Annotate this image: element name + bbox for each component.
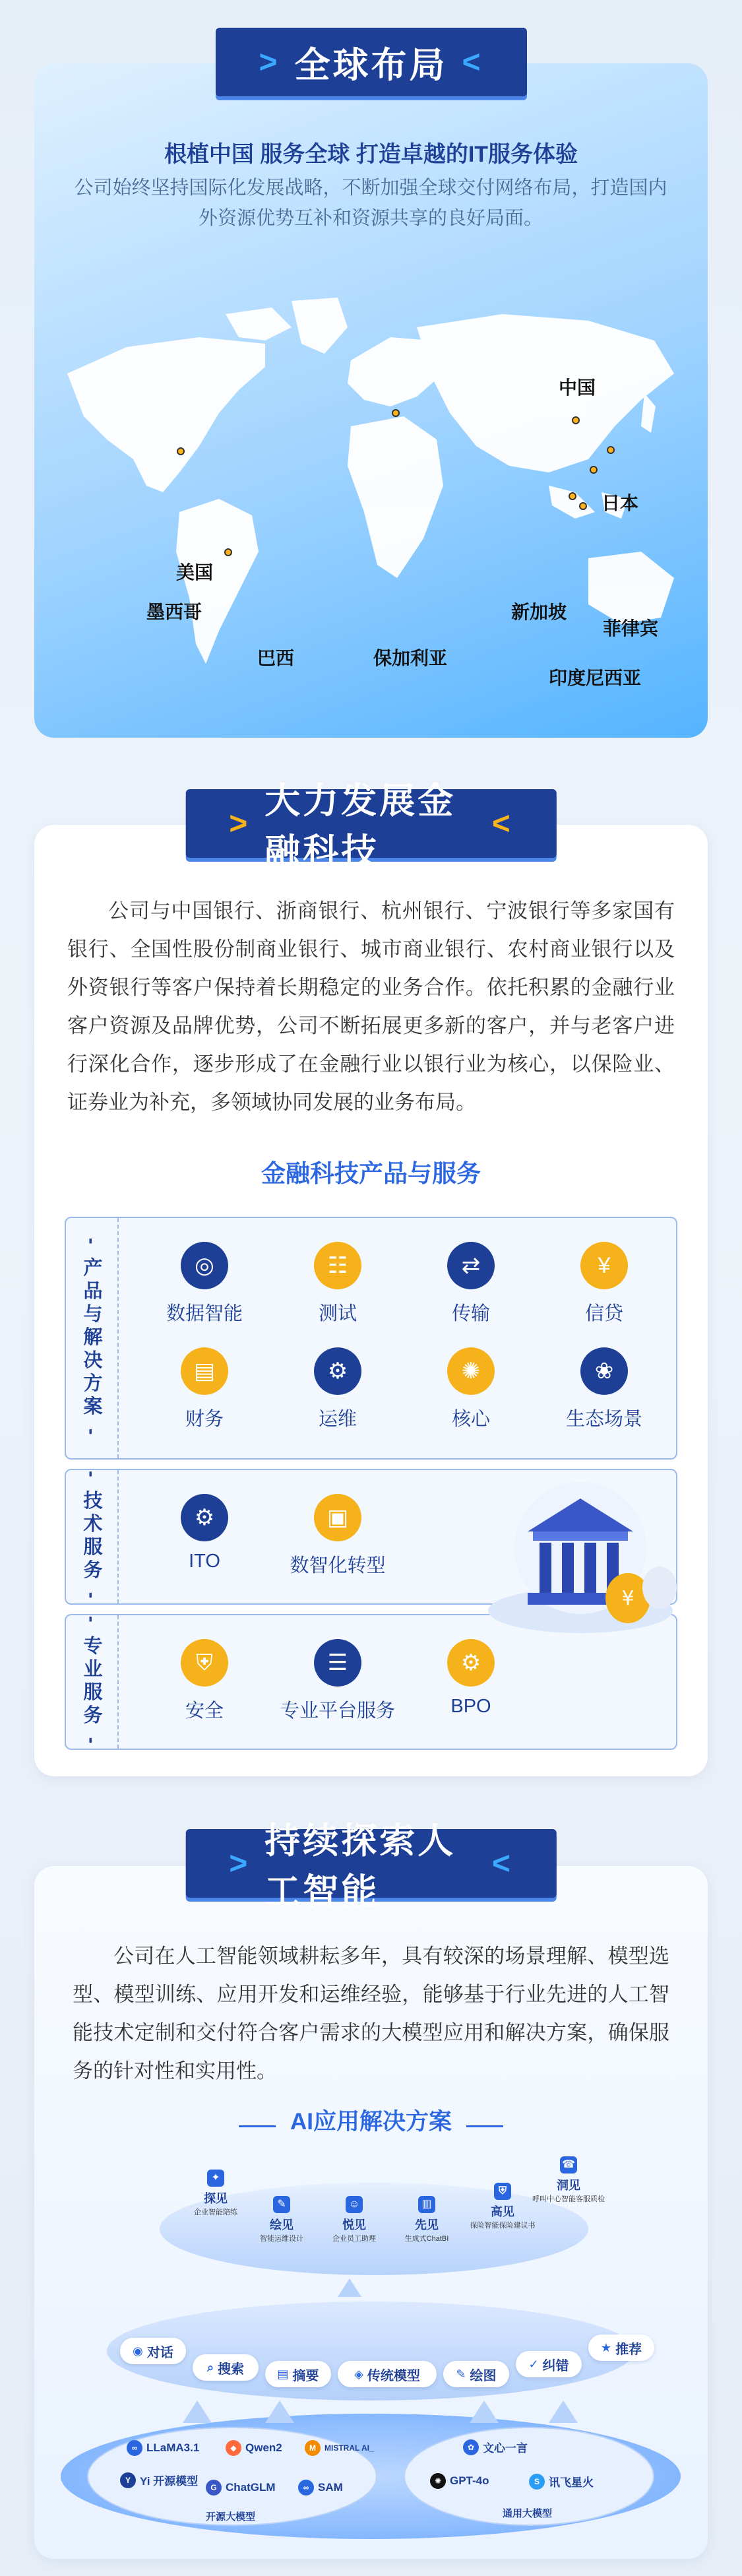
assistant-icon: ☺ [346, 2196, 363, 2213]
heading-dash [239, 2125, 276, 2127]
service-finance[interactable]: ▤ 财务 [139, 1347, 270, 1431]
wenxin-icon: ✿ [463, 2439, 479, 2455]
credit-icon: ¥ [580, 1242, 628, 1289]
service-ecosystem[interactable]: ❀ 生态场景 [538, 1347, 670, 1431]
pin-usa [177, 447, 185, 455]
ito-icon: ⚙ [181, 1494, 228, 1541]
ecosystem-icon: ❀ [580, 1347, 628, 1395]
pin-brazil [224, 548, 232, 556]
doc-icon: ▤ [277, 2367, 289, 2381]
qwen-icon: ◆ [226, 2440, 241, 2456]
pin-philippines [590, 466, 598, 474]
cap-summary[interactable]: ▤ 摘要 [265, 2361, 331, 2387]
service-bpo[interactable]: ⚙ BPO [405, 1639, 537, 1718]
arrow-right-icon: > [229, 1846, 251, 1881]
xunfei-icon: S [529, 2474, 545, 2490]
cap-search[interactable]: ⌕ 搜索 [193, 2354, 259, 2381]
arrow-up-icon [549, 2400, 578, 2423]
fintech-banner [185, 781, 557, 872]
service-operations[interactable]: ⚙ 运维 [272, 1347, 404, 1431]
ai-solutions-heading: AI应用解决方案 [290, 2109, 452, 2135]
finance-icon: ▤ [181, 1347, 228, 1395]
products-heading: 金融科技产品与服务 [261, 1160, 481, 1187]
model-xunfei: S 讯飞星火 [529, 2473, 594, 2490]
global-banner [215, 28, 526, 96]
node-dongjian[interactable]: ☎ 洞见 呼叫中心智能客服质检 [529, 2156, 608, 2204]
digital-transformation-icon: ▣ [314, 1494, 361, 1541]
llama-icon: ∞ [127, 2440, 142, 2456]
group-label: - 产品与解决方案 - [66, 1218, 119, 1458]
model-llama: ∞ LLaMA3.1 [127, 2440, 199, 2456]
node-gaojian[interactable]: ⛨ 高见 保险智能保险建议书 [463, 2183, 542, 2230]
label-brazil: 巴西 [257, 648, 295, 668]
service-ito[interactable]: ⚙ ITO [139, 1494, 270, 1572]
cap-dialog[interactable]: ◉ 对话 [120, 2338, 186, 2364]
cap-traditional-model[interactable]: ◈ 传统模型 [338, 2361, 437, 2387]
model-mistral: M MISTRAL AI_ [305, 2440, 374, 2456]
draw-icon: ✎ [456, 2367, 466, 2381]
model-chatglm: G ChatGLM [206, 2480, 276, 2496]
design-icon: ✎ [273, 2196, 290, 2213]
arrow-up-icon [470, 2400, 499, 2423]
mistral-icon: M [305, 2440, 321, 2456]
group-label: - 技术服务 - [66, 1470, 119, 1603]
gpt-icon: ✺ [430, 2473, 446, 2489]
label-usa: 美国 [176, 562, 214, 583]
platform-icon: ☰ [314, 1639, 361, 1687]
pin-singapore [569, 492, 576, 500]
arrow-right-icon: > [259, 44, 280, 80]
ai-diagram [34, 2150, 708, 2552]
model-sam: ∞ SAM [298, 2480, 343, 2496]
label-china: 中国 [559, 377, 596, 398]
service-digital-transformation[interactable]: ▣ 数智化转型 [272, 1494, 404, 1578]
world-map [47, 274, 700, 697]
bank-illustration [481, 1469, 679, 1640]
testing-icon: ☷ [314, 1242, 361, 1289]
pin-china [572, 416, 580, 424]
service-platform[interactable]: ☰ 专业平台服务 [272, 1639, 404, 1723]
ai-paragraph: 公司在人工智能领域耕耘多年，具有较深的场景理解、模型选型、模型训练、应用开发和运维经验，能够基于行业先进的人工智能技术定制和交付符合客户需求的大模型应用和解决方案，确保服务的针对性和实用性。 [73, 1945, 669, 2082]
service-core[interactable]: ✺ 核心 [405, 1347, 537, 1431]
yi-icon: Y [120, 2472, 136, 2488]
label-bulgaria: 保加利亚 [373, 648, 448, 668]
arrow-left-icon: < [462, 44, 483, 80]
arrow-left-icon: < [491, 1846, 513, 1881]
cap-correction[interactable]: ✓ 纠错 [516, 2351, 582, 2377]
node-yuejian[interactable]: ☺ 悦见 企业员工助理 [318, 2196, 390, 2243]
arrow-left-icon: < [491, 806, 513, 841]
node-xianjian[interactable]: ▥ 先见 生成式ChatBI [390, 2196, 463, 2243]
label-mexico: 墨西哥 [146, 602, 202, 622]
pin-japan [607, 446, 615, 454]
recommend-icon: ★ [600, 2340, 612, 2354]
label-philippines: 菲律宾 [603, 618, 659, 639]
core-icon: ✺ [447, 1347, 495, 1395]
pin-indonesia [579, 502, 587, 510]
fintech-title: 大力发展金融科技 [264, 781, 456, 872]
group-products-solutions [65, 1217, 677, 1460]
chart-icon: ▥ [418, 2196, 435, 2213]
cap-recommend[interactable]: ★ 推荐 [588, 2334, 654, 2361]
cap-drawing[interactable]: ✎ 绘图 [443, 2361, 509, 2387]
search-icon: ⌕ [206, 2360, 214, 2374]
pin-bulgaria [392, 409, 400, 417]
transmission-icon: ⇄ [447, 1242, 495, 1289]
global-description: 公司始终坚持国际化发展战略，不断加强全球交付网络布局，打造国内外资源优势互补和资源共享的良好局面。 [74, 177, 667, 229]
global-card [34, 63, 708, 738]
arrow-right-icon: > [229, 806, 251, 841]
label-indonesia: 印度尼西亚 [549, 668, 642, 688]
service-transmission[interactable]: ⇄ 传输 [405, 1242, 537, 1326]
ai-solutions-heading-wrap [34, 2104, 708, 2137]
node-tanjian[interactable]: ✦ 探见 企业智能陪练 [179, 2170, 252, 2217]
service-security[interactable]: ⛨ 安全 [139, 1639, 270, 1723]
shield-icon: ⛨ [181, 1639, 228, 1687]
general-model-label: 通用大模型 [503, 2508, 553, 2519]
check-icon: ✓ [528, 2357, 539, 2371]
group-label: - 专业服务 - [66, 1615, 119, 1749]
label-singapore: 新加坡 [511, 602, 567, 622]
ai-banner [185, 1821, 557, 1912]
label-japan: 日本 [602, 493, 639, 513]
heading-dash [466, 2125, 503, 2127]
bulb-icon: ✦ [207, 2170, 224, 2187]
model-wenxin: ✿ 文心一言 [463, 2439, 528, 2455]
fintech-card [34, 825, 708, 1776]
shield-icon: ⛨ [494, 2183, 511, 2200]
model-icon: ◈ [354, 2367, 363, 2381]
global-title: 全球布局 [294, 45, 448, 85]
service-testing[interactable]: ☷ 测试 [272, 1242, 404, 1326]
arrow-up-icon [265, 2400, 294, 2423]
open-model-label: 开源大模型 [206, 2511, 256, 2523]
sam-icon: ∞ [298, 2480, 314, 2496]
model-yi: Y Yi 开源模型 [120, 2472, 198, 2488]
chatglm-icon: G [206, 2480, 222, 2496]
service-data-intelligence[interactable]: ◎ 数据智能 [139, 1242, 270, 1326]
bpo-icon: ⚙ [447, 1639, 495, 1687]
model-gpt4o: ✺ GPT-4o [430, 2473, 489, 2489]
fintech-paragraph: 公司与中国银行、浙商银行、杭州银行、宁波银行等多家国有银行、全国性股份制商业银行、城市商业银行、农村商业银行以及外资银行等客户保持着长期稳定的业务合作。依托积累的金融行业客户资源及品牌优势，公司不断拓展更多新的客户，并与老客户进行深化合作，逐步形成了在金融行业以银行业为核心，以保险业、证券业为补充，多领域协同发展的业务布局。 [67, 899, 675, 1114]
arrow-up-icon [338, 2278, 361, 2297]
data-intelligence-icon: ◎ [181, 1242, 228, 1289]
ai-title: 持续探索人工智能 [264, 1821, 456, 1912]
chat-icon: ◉ [133, 2344, 143, 2358]
model-qwen: ◆ Qwen2 [226, 2440, 282, 2456]
service-credit[interactable]: ¥ 信贷 [538, 1242, 670, 1326]
svg-text:¥: ¥ [621, 1587, 634, 1610]
global-subtitle: 根植中国 服务全球 打造卓越的IT服务体验 [164, 142, 578, 167]
node-huijian[interactable]: ✎ 绘见 智能运维设计 [245, 2196, 318, 2243]
arrow-up-icon [183, 2400, 212, 2423]
ai-card [34, 1866, 708, 2559]
operations-icon: ⚙ [314, 1347, 361, 1395]
phone-icon: ☎ [560, 2156, 577, 2174]
